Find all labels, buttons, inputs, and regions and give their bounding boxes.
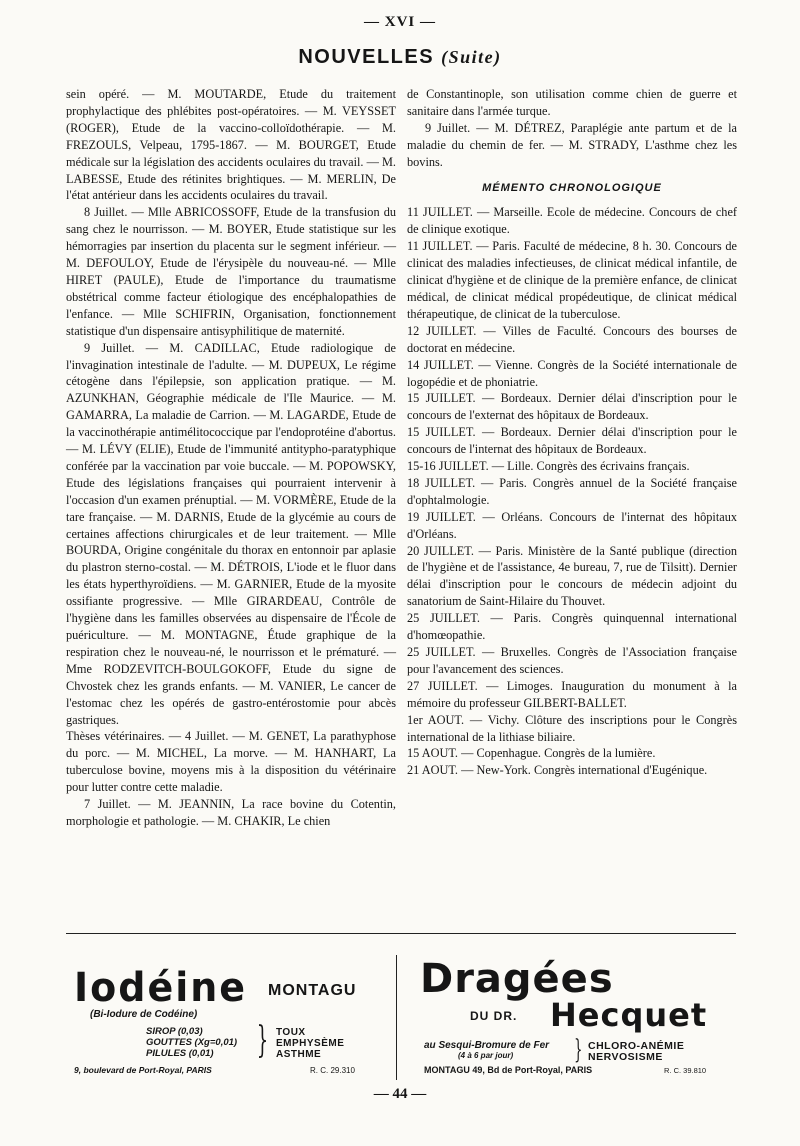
iodeine-subtitle: (Bi-Iodure de Codéine) [90, 1009, 198, 1020]
heading-title: NOUVELLES [298, 46, 435, 68]
iodeine-ref: R. C. 29.310 [310, 1066, 355, 1075]
memento-entry: 18 JUILLET. — Paris. Congrès annuel de la Société française d'ophtalmologie. [407, 475, 737, 507]
paragraph: de Constantinople, son utilisation comme chien de guerre et sanitaire dans l'armée turque. [407, 87, 737, 118]
ad-divider [396, 955, 397, 1080]
indication: EMPHYSÈME [276, 1038, 345, 1049]
memento-entry: 11 JUILLET. — Marseille. Ecole de médecine. Concours de chef de clinique exotique. [407, 205, 737, 237]
dragees-name: Hecquet [550, 996, 708, 1034]
section-rule [66, 933, 736, 934]
memento-entry: 19 JUILLET. — Orléans. Concours de l'internat des hôpitaux d'Orléans. [407, 509, 737, 541]
memento-entry: 27 JUILLET. — Limoges. Inauguration du monument à la mémoire du professeur GILBERT-BALLET. [407, 678, 737, 710]
memento-entry: 12 JUILLET. — Villes de Faculté. Concours des bourses de doctorat en médecine. [407, 323, 737, 355]
paragraph: sein opéré. — M. MOUTARDE, Etude du traitement prophylactique des phlébites post-opératoires. — M. VEYSSET (ROGER), Etude de la vaccino-colloïdothérapie. — M. FREZOULS, Velpeau, 1795-1867. — M. BOURGET, Etude médicale sur la législation des accidents oculaires du travail. — M. LABESSE, Etude des rétinites brightiques. — M. MERLIN, De l'état antérieur dans les accidents oculaires du travail. [66, 87, 396, 203]
memento-entry: 1er AOUT. — Vichy. Clôture des inscriptions pour le Congrès international de la lithiase biliaire. [407, 712, 737, 744]
iodeine-indications [276, 1027, 344, 1060]
indication: NERVOSISME [588, 1051, 663, 1063]
paragraph: 8 Juillet. — Mlle ABRICOSSOFF, Etude de la transfusion du sang chez le nourrisson. — M. BOYER, Etude statistique sur les hémorragies par insertion du placenta sur le segment inférieur. — M. DEFOULOY, Etude de l'érysipèle du nouveau-né. — Mlle HIRET (PAULE), Etude de l'importance du traumatisme obstétrical comme facteur étiologique des encéphalopathies de l'enfance. — Mlle SCHIFRIN, Organisation, fonctionnement statistique d'un dispensaire antisyphilitique de maternité. [66, 205, 396, 338]
memento-entry: 21 AOUT. — New-York. Congrès international d'Eugénique. [407, 763, 708, 778]
page-number: — 44 — [373, 1086, 427, 1102]
form-line: SIROP (0,03) [146, 1026, 203, 1037]
iodeine-advertisement [66, 952, 386, 1082]
dragees-ref: R. C. 39.810 [664, 1066, 707, 1075]
paragraph: Thèses vétérinaires. — 4 Juillet. — M. GENET, La parathyphose du porc. — M. MICHEL, La morve. — M. HANHART, La tuberculose bovine, moyens mis à la disposition du vétérinaire pour lutter contre cette maladie. [66, 729, 396, 795]
iodeine-address: 9, boulevard de Port-Royal, PARIS [74, 1065, 212, 1075]
dragees-advertisement [408, 950, 738, 1085]
paragraph: 7 Juillet. — M. JEANNIN, La race bovine du Cotentin, morphologie et pathologie. — M. CHAKIR, Le chien [66, 797, 396, 828]
memento-entry: 15 JUILLET. — Bordeaux. Dernier délai d'inscription pour le concours de l'externat des hôpitaux de Bordeaux. [407, 391, 737, 423]
dragees-title: Dragées [420, 956, 614, 1002]
iodeine-title: Iodéine [74, 964, 248, 1011]
iodeine-brand: MONTAGU [268, 982, 357, 999]
form-line: PILULES (0,01) [146, 1048, 214, 1059]
memento-title: MÉMENTO CHRONOLOGIQUE [482, 181, 662, 194]
memento-entry: 25 JUILLET. — Bruxelles. Congrès de l'Association française pour l'avancement des sciences. [407, 645, 737, 676]
paragraph: 9 Juillet. — M. DÉTREZ, Paraplégie ante partum et de la maladie du chemin de fer. — M. STRADY, L'asthme chez les bovins. [407, 120, 737, 169]
dragees-dosage: (4 à 6 par jour) [458, 1051, 514, 1060]
memento-entry: 11 JUILLET. — Paris. Faculté de médecine, 8 h. 30. Concours de clinicat des maladies infectieuses, de clinicat médical infantile, de clinicat d'hygiène et de clinique de la première enfance, de clinicat médical, de clinicat médical propédeutique, de clinicat médical thérapeutique, de clinicat de la tuberculose. [407, 239, 737, 321]
page-heading [0, 46, 800, 69]
memento-entry: 14 JUILLET. — Vienne. Congrès de la Société internationale de logopédie et de phoniatrie. [407, 357, 737, 389]
form-line: GOUTTES (Xg=0,01) [146, 1037, 238, 1048]
indication: CHLORO-ANÉMIE [588, 1040, 685, 1052]
brace-icon: } [574, 1035, 583, 1065]
memento-entry: 20 JUILLET. — Paris. Ministère de la Santé publique (direction de l'hygiène et de l'assistance, 4e bureau, 7, rue de Tilsitt). Dernier délai d'inscription pour le concours de médecin adjoint du sanatorium de Saint-Hilaire du Thouvet. [407, 543, 737, 609]
dragees-du: DU DR. [470, 1009, 518, 1023]
dragees-address: MONTAGU 49, Bd de Port-Royal, PARIS [424, 1065, 593, 1075]
indication: TOUX [276, 1027, 306, 1038]
indication: ASTHME [276, 1049, 322, 1060]
dragees-indications [588, 1041, 684, 1063]
memento-entry: 15-16 JUILLET. — Lille. Congrès des écrivains français. [407, 459, 690, 474]
memento-entry: 15 JUILLET. — Bordeaux. Dernier délai d'inscription pour le concours de l'internat des hôpitaux de Bordeaux. [407, 425, 737, 457]
memento-entry: 25 JUILLET. — Paris. Congrès quinquennal international d'homœopathie. [407, 611, 737, 643]
paragraph: 9 Juillet. — M. CADILLAC, Etude radiologique de l'invagination intestinale de l'adulte. — M. DUPEUX, Le régime cétogène dans l'épilepsie, son application pratique. — M. AZUNKHAN, Géographie médicale de l'Ile Maurice. — M. GAMARRA, La maladie de Carrion. — M. LAGARDE, Etude de la vaccinothérapie antimélitococcique par l'endoprotéine d'abortus. — M. LÉVY (ELIE), Etude de l'immunité antitypho-paratyphique conférée par la vaccination par voie buccale. — M. POPOWSKY, Etude des législations françaises qui pourraient intervenir à l'occasion d'un examen prénuptial. — M. VORMÈRE, Etude de la tare française. — M. DARNIS, Etude de la glycémie au cours de certaines affections chirurgicales et de leur traitement. — Mlle BOURDA, Origine congénitale du thorax en entonnoir par aplasie du plastron sterno-costal. — M. DÉTROIS, L'iode et le fluor dans les états hyperthyroïdiens. — M. GARNIER, Etude de la myosite ossifiante progressive. — Mlle GIRARDEAU, Contrôle de l'hygiène dans les familles observées au dispensaire de l'École de puériculture. — M. MONTAGNE, Étude graphique de la respiration chez le nouveau-né, le nourrisson et le prématuré. — Mme RODZEVITCH-BOULGOKOFF, Etude du signe de Chvostek chez les grands enfants. — M. VANIER, Le cancer de l'estomac chez les opérés de gastro-entérostomie pour abcès gastriques. [66, 340, 396, 727]
dragees-composition: au Sesqui-Bromure de Fer [424, 1040, 550, 1051]
right-column [407, 86, 737, 779]
heading-suffix: (Suite) [441, 47, 502, 67]
roman-folio: — XVI — [363, 14, 436, 30]
memento-entry: 15 AOUT. — Copenhague. Congrès de la lumière. [407, 746, 656, 761]
iodeine-forms [146, 1026, 237, 1059]
left-column [66, 86, 396, 830]
brace-icon: } [256, 1020, 269, 1061]
